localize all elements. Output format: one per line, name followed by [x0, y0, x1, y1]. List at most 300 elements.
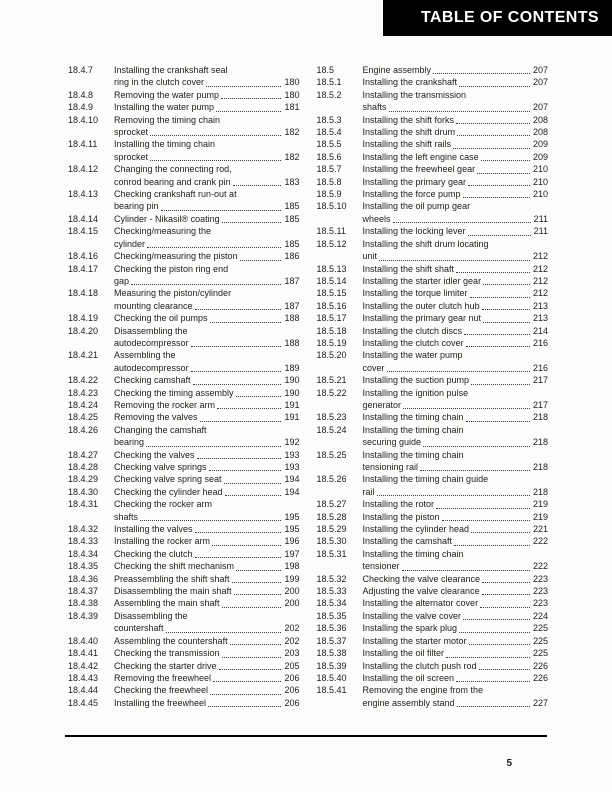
toc-entry-number: 18.5.33: [316, 586, 347, 597]
toc-entry[interactable]: [68, 573, 300, 585]
toc-entry[interactable]: [68, 610, 300, 635]
toc-entry-page: 185: [284, 238, 300, 249]
toc-entry-line: Checking the transmission: [114, 648, 220, 659]
toc-entry-title: [363, 473, 549, 498]
toc-entry-line: Installing the alternator cover: [362, 598, 479, 609]
toc-entry-page: 212: [532, 288, 548, 299]
toc-entry-lastline: [363, 64, 549, 76]
toc-entry-line: Installing the outer clutch hub: [362, 300, 480, 311]
toc-entry[interactable]: [68, 138, 300, 163]
toc-entry[interactable]: [317, 114, 549, 126]
toc-entry-number: 18.4.23: [68, 387, 99, 398]
toc-entry-title: [363, 424, 549, 449]
toc-entry-line: Removing the valves: [114, 412, 198, 423]
dot-leader: [210, 322, 282, 323]
toc-entry[interactable]: [68, 473, 300, 485]
toc-entry[interactable]: [317, 473, 549, 498]
toc-entry[interactable]: [317, 238, 549, 263]
toc-entry[interactable]: [68, 535, 300, 547]
toc-entry-page: 221: [532, 524, 548, 535]
toc-entry[interactable]: [317, 312, 549, 324]
toc-entry-title: [363, 349, 549, 374]
toc-entry-number: 18.4.41: [68, 648, 99, 659]
toc-entry-line: Installing the freewheel: [114, 697, 207, 708]
toc-entry[interactable]: [317, 176, 549, 188]
toc-entry-line: Installing the oil filter: [362, 648, 445, 659]
toc-entry-title: [114, 114, 300, 139]
toc-entry-line: tensioning rail: [362, 462, 419, 472]
toc-entry[interactable]: [68, 399, 300, 411]
toc-entry-lastline: [114, 436, 300, 448]
toc-entry-lastline: [114, 461, 300, 473]
toc-entry-lastline: [114, 126, 300, 138]
toc-entry-page: 182: [284, 151, 300, 162]
toc-entry-number: 18.5.40: [316, 672, 347, 683]
toc-entry-line: Checking the shift mechanism: [114, 561, 235, 572]
toc-entry[interactable]: [317, 126, 549, 138]
dot-leader: [389, 111, 530, 112]
dot-leader: [468, 235, 531, 236]
toc-entry[interactable]: [317, 511, 549, 523]
toc-entry-lastline: [114, 585, 300, 597]
dot-leader: [402, 570, 530, 571]
toc-entry[interactable]: [317, 275, 549, 287]
toc-entry-lastline: [363, 275, 549, 287]
toc-entry-number: 18.4.21: [68, 350, 99, 361]
toc-entry-title: [114, 424, 300, 449]
toc-entry[interactable]: [68, 411, 300, 423]
toc-entry-title: [114, 387, 300, 399]
toc-entry-number: 18.5.28: [316, 511, 347, 522]
toc-entry-number: 18.4.33: [68, 536, 99, 547]
toc-entry[interactable]: [68, 349, 300, 374]
dot-leader: [481, 160, 530, 161]
dot-leader: [131, 284, 281, 285]
toc-entry[interactable]: [317, 498, 549, 510]
toc-entry-title: [114, 138, 300, 163]
toc-entry-title: [114, 573, 300, 585]
toc-entry-number: 18.4.11: [68, 139, 98, 150]
toc-entry-title: [114, 535, 300, 547]
toc-entry-lastline: [114, 548, 300, 560]
toc-entry-lastline: [114, 399, 300, 411]
toc-entry-page: 198: [284, 561, 300, 572]
toc-entry-page: 193: [284, 462, 300, 472]
toc-entry[interactable]: [317, 597, 549, 609]
toc-entry-title: [114, 250, 300, 262]
toc-entry[interactable]: [68, 597, 300, 609]
dot-leader: [150, 135, 281, 136]
toc-entry[interactable]: [317, 647, 549, 659]
toc-entry[interactable]: [68, 188, 300, 213]
dot-leader: [195, 557, 282, 558]
toc-entry-title: [114, 374, 300, 386]
dot-leader: [233, 185, 282, 186]
toc-entry-page: 196: [284, 536, 300, 547]
toc-entry[interactable]: [68, 660, 300, 672]
toc-entry-line: Installing the starter motor: [362, 635, 467, 646]
dot-leader: [219, 669, 282, 670]
toc-entry-number: 18.5.10: [316, 201, 347, 212]
toc-entry[interactable]: [68, 684, 300, 696]
toc-entry-number: 18.4.34: [68, 548, 99, 559]
dot-leader: [166, 632, 282, 633]
toc-entry-title: [363, 387, 549, 412]
toc-entry-title: [363, 523, 549, 535]
toc-entry-line: Installing the cylinder head: [362, 524, 470, 535]
toc-entry-lastline: [363, 101, 549, 113]
toc-entry[interactable]: [317, 523, 549, 535]
toc-entry[interactable]: [68, 647, 300, 659]
dot-leader: [482, 582, 530, 583]
dot-leader: [236, 396, 282, 397]
toc-entry-page: 193: [284, 449, 300, 460]
dot-leader: [212, 545, 281, 546]
toc-entry-number: 18.4.10: [68, 114, 99, 125]
dot-leader: [197, 458, 282, 459]
toc-entry[interactable]: [317, 263, 549, 275]
toc-entry-title: [114, 349, 300, 374]
toc-entry-title: [114, 89, 300, 101]
toc-entry-number: 18.4.32: [68, 524, 99, 535]
toc-entry[interactable]: [68, 163, 300, 188]
dot-leader: [193, 384, 282, 385]
toc-entry-lastline: [363, 399, 549, 411]
dot-leader: [482, 594, 530, 595]
toc-entry-number: 18.4.25: [68, 412, 99, 423]
toc-entry-lastline: [363, 250, 549, 262]
toc-entry[interactable]: [317, 424, 549, 449]
toc-entry-line: Installing the timing chain: [362, 424, 464, 435]
toc-entry[interactable]: [317, 573, 549, 585]
toc-entry-lastline: [363, 610, 549, 622]
toc-entry-page: 222: [532, 561, 548, 572]
toc-entry-line: Installing the shift drum: [362, 127, 456, 138]
toc-entry[interactable]: [317, 325, 549, 337]
dot-leader: [195, 309, 282, 310]
toc-entry[interactable]: [317, 585, 549, 597]
toc-entry-lastline: [114, 374, 300, 386]
toc-entry-line: Checking camshaft: [114, 375, 191, 386]
toc-entry-line: Installing the camshaft: [362, 536, 453, 547]
toc-entry-title: [363, 511, 549, 523]
toc-entry[interactable]: [317, 188, 549, 200]
toc-entry-line: cover: [362, 362, 385, 373]
toc-entry[interactable]: [317, 89, 549, 114]
toc-entry[interactable]: [317, 449, 549, 474]
toc-entry-line: Installing the shift forks: [362, 114, 455, 125]
toc-entry-lastline: [114, 523, 300, 535]
toc-entry-line: Installing the clutch push rod: [362, 660, 477, 671]
dot-leader: [471, 532, 530, 533]
toc-entry[interactable]: [317, 660, 549, 672]
toc-entry-line: Installing the timing chain: [362, 548, 464, 559]
toc-entry-title: [114, 635, 300, 647]
toc-entry[interactable]: [317, 151, 549, 163]
dot-leader: [379, 260, 530, 261]
dot-leader: [446, 657, 530, 658]
toc-entry-line: Installing the locking lever: [362, 226, 466, 237]
dot-leader: [433, 73, 530, 74]
toc-entry[interactable]: [317, 225, 549, 237]
dot-leader: [459, 632, 530, 633]
toc-entry-line: Changing the connecting rod,: [114, 164, 232, 175]
toc-entry-title: [363, 225, 549, 237]
toc-entry-line: Removing the rocker arm: [114, 399, 216, 410]
toc-entry[interactable]: [68, 325, 300, 350]
toc-entry[interactable]: [68, 225, 300, 250]
toc-entry-lastline: [363, 635, 549, 647]
toc-entry-number: 18.5.24: [316, 424, 347, 435]
toc-entry-title: [363, 151, 549, 163]
toc-entry-line: securing guide: [362, 437, 422, 448]
toc-entry[interactable]: [68, 64, 300, 89]
toc-entry-page: 211: [533, 226, 548, 237]
toc-entry-line: Adjusting the valve clearance: [362, 586, 480, 597]
toc-entry-page: 225: [532, 648, 548, 659]
toc-entry-page: 199: [284, 573, 300, 584]
toc-entry[interactable]: [68, 449, 300, 461]
toc-entry-lastline: [114, 672, 300, 684]
toc-entry[interactable]: [317, 349, 549, 374]
toc-entry-lastline: [114, 151, 300, 163]
toc-entry-line: Checking the starter drive: [114, 660, 217, 671]
toc-entry[interactable]: [68, 548, 300, 560]
dot-leader: [232, 582, 282, 583]
toc-entry-page: 208: [532, 114, 548, 125]
dot-leader: [216, 111, 281, 112]
toc-entry-number: 18.4.35: [68, 561, 99, 572]
toc-entry-title: [363, 238, 549, 263]
toc-entry[interactable]: [317, 535, 549, 547]
toc-entry-number: 18.5.37: [316, 635, 347, 646]
toc-entry-title: [114, 610, 300, 635]
toc-entry[interactable]: [68, 560, 300, 572]
toc-entry-page: 217: [532, 399, 548, 410]
toc-entry-title: [114, 523, 300, 535]
toc-entry-page: 213: [532, 300, 548, 311]
toc-entry-line: Installing the shift shaft: [362, 263, 455, 274]
toc-entry-lastline: [363, 523, 549, 535]
toc-entry-lastline: [114, 362, 300, 374]
toc-entry-number: 18.5.6: [316, 151, 342, 162]
toc-entry-page: 180: [284, 77, 300, 88]
toc-entry[interactable]: [68, 387, 300, 399]
toc-entry[interactable]: [68, 89, 300, 101]
toc-entry-lastline: [363, 213, 549, 225]
toc-entry-line: Installing the left engine case: [362, 151, 479, 162]
toc-entry-lastline: [363, 461, 549, 473]
toc-entry-line: Installing the rocker arm: [114, 536, 211, 547]
toc-entry[interactable]: [317, 138, 549, 150]
toc-entry[interactable]: [68, 424, 300, 449]
toc-entry[interactable]: [68, 101, 300, 113]
toc-entry[interactable]: [317, 300, 549, 312]
toc-entry-lastline: [114, 697, 300, 709]
toc-entry-number: 18.5.9: [316, 189, 342, 200]
toc-entry-page: 211: [533, 213, 548, 224]
toc-entry-title: [114, 188, 300, 213]
toc-entry-page: 187: [284, 300, 300, 311]
toc-entry[interactable]: [68, 697, 300, 709]
toc-entry-title: [363, 660, 549, 672]
dot-leader: [459, 86, 530, 87]
toc-entry-lastline: [114, 535, 300, 547]
toc-entry-page: 218: [532, 412, 548, 423]
toc-entry-page: 210: [532, 164, 548, 175]
toc-entry[interactable]: [317, 287, 549, 299]
toc-entry[interactable]: [317, 163, 549, 175]
toc-entry-number: 18.4.22: [68, 375, 99, 386]
toc-entry-line: conrod bearing and crank pin: [114, 176, 231, 187]
toc-entry-number: 18.5.26: [316, 474, 347, 485]
toc-entry[interactable]: [68, 461, 300, 473]
toc-entry-number: 18.5.20: [316, 350, 347, 361]
toc-entry[interactable]: [68, 263, 300, 288]
toc-entry-line: Disassembling the: [114, 325, 188, 336]
toc-entry[interactable]: [68, 523, 300, 535]
toc-entry-lastline: [363, 597, 549, 609]
toc-entry-lastline: [363, 126, 549, 138]
toc-entry[interactable]: [317, 672, 549, 684]
toc-entry-lastline: [363, 535, 549, 547]
dot-leader: [206, 86, 281, 87]
toc-entry-lastline: [114, 250, 300, 262]
toc-entry-title: [114, 585, 300, 597]
toc-entry-page: 227: [532, 697, 548, 708]
toc-entry[interactable]: [317, 635, 549, 647]
toc-entry[interactable]: [68, 287, 300, 312]
toc-entry-title: [363, 535, 549, 547]
toc-entry[interactable]: [317, 76, 549, 88]
toc-entry[interactable]: [317, 387, 549, 412]
toc-entry-lastline: [363, 486, 549, 498]
toc-entry-page: 187: [284, 275, 300, 286]
toc-entry-number: 18.5.17: [316, 313, 347, 324]
dot-leader: [191, 346, 282, 347]
dot-leader: [200, 421, 282, 422]
toc-entry-title: [363, 672, 549, 684]
toc-entry-title: [114, 101, 300, 113]
toc-entry-number: 18.5.22: [316, 387, 347, 398]
toc-entry-page: 210: [532, 189, 548, 200]
toc-entry-line: engine assembly stand: [362, 697, 455, 708]
toc-entry-lastline: [363, 672, 549, 684]
toc-entry[interactable]: [68, 213, 300, 225]
toc-entry-line: Checking the rocker arm: [114, 499, 213, 510]
toc-entry-page: 226: [532, 672, 548, 683]
toc-entry[interactable]: [317, 374, 549, 386]
dot-leader: [195, 532, 282, 533]
toc-entry-lastline: [114, 89, 300, 101]
toc-entry-line: Installing the starter idler gear: [362, 275, 482, 286]
toc-entry[interactable]: [317, 610, 549, 622]
toc-entry-number: 18.4.31: [68, 499, 99, 510]
toc-entry-title: [363, 548, 549, 573]
toc-entry-lastline: [114, 300, 300, 312]
toc-entry-line: Installing the force pump: [362, 189, 461, 200]
toc-entry-line: Installing the oil screen: [362, 672, 455, 683]
dot-leader: [387, 371, 530, 372]
toc-entry-lastline: [363, 660, 549, 672]
toc-entry[interactable]: [68, 635, 300, 647]
toc-entry-title: [363, 585, 549, 597]
toc-entry[interactable]: [68, 486, 300, 498]
toc-entry-page: 206: [284, 685, 300, 696]
toc-entry[interactable]: [317, 337, 549, 349]
toc-entry-lastline: [114, 647, 300, 659]
toc-entry-line: Installing the timing chain: [114, 139, 216, 150]
toc-entry-title: [363, 200, 549, 225]
toc-entry[interactable]: [317, 411, 549, 423]
toc-entry[interactable]: [317, 200, 549, 225]
toc-entry-line: Preassembling the shift shaft: [114, 573, 230, 584]
toc-entry[interactable]: [68, 374, 300, 386]
toc-entry-page: 185: [284, 213, 300, 224]
toc-entry[interactable]: [68, 585, 300, 597]
footer-rule: [65, 735, 547, 737]
toc-entry-title: [363, 597, 549, 609]
toc-entry-line: Checking valve springs: [114, 462, 207, 472]
toc-entry-title: [363, 64, 549, 76]
toc-entry-title: [114, 399, 300, 411]
toc-entry-line: Installing the clutch cover: [362, 337, 464, 348]
toc-entry-line: Removing the engine from the: [362, 685, 484, 696]
toc-entry-number: 18.4.19: [68, 313, 99, 324]
dot-leader: [442, 520, 530, 521]
toc-entry-lastline: [363, 647, 549, 659]
toc-entry-page: 212: [532, 263, 548, 274]
toc-entry-number: 18.5.4: [316, 127, 342, 138]
toc-entry-lastline: [363, 312, 549, 324]
toc-entry[interactable]: [68, 312, 300, 324]
toc-entry-lastline: [114, 684, 300, 696]
toc-entry-page: 223: [532, 586, 548, 597]
toc-entry-lastline: [114, 449, 300, 461]
toc-entry-line: Installing the timing chain: [362, 449, 464, 460]
toc-entry-lastline: [114, 560, 300, 572]
toc-entry-page: 190: [284, 387, 300, 398]
toc-entry-lastline: [363, 76, 549, 88]
toc-entry-page: 207: [532, 65, 548, 75]
toc-entry-page: 223: [532, 573, 548, 584]
toc-entry[interactable]: [68, 250, 300, 262]
dot-leader: [146, 446, 281, 447]
toc-entry[interactable]: [68, 672, 300, 684]
toc-entry-line: bearing: [114, 437, 145, 448]
toc-entry-line: Assembling the: [114, 350, 176, 361]
toc-entry-line: sprocket: [114, 151, 149, 162]
toc-entry[interactable]: [68, 114, 300, 139]
dot-leader: [463, 619, 530, 620]
toc-entry[interactable]: [68, 498, 300, 523]
toc-entry-lastline: [363, 436, 549, 448]
toc-entry-number: 18.4.20: [68, 325, 99, 336]
dot-leader: [213, 681, 281, 682]
toc-entry-number: 18.5.14: [316, 275, 347, 286]
toc-entry-page: 194: [284, 486, 300, 497]
toc-entry-number: 18.5.16: [316, 300, 347, 311]
toc-entry-page: 217: [532, 375, 548, 386]
toc-entry[interactable]: [317, 548, 549, 573]
toc-entry[interactable]: [317, 684, 549, 709]
toc-entry[interactable]: [317, 622, 549, 634]
toc-entry-page: 207: [532, 77, 548, 88]
toc-entry[interactable]: [317, 64, 549, 76]
toc-entry-number: 18.4.7: [68, 65, 94, 75]
toc-entry-number: 18.5.36: [316, 623, 347, 634]
dot-leader: [456, 272, 530, 273]
